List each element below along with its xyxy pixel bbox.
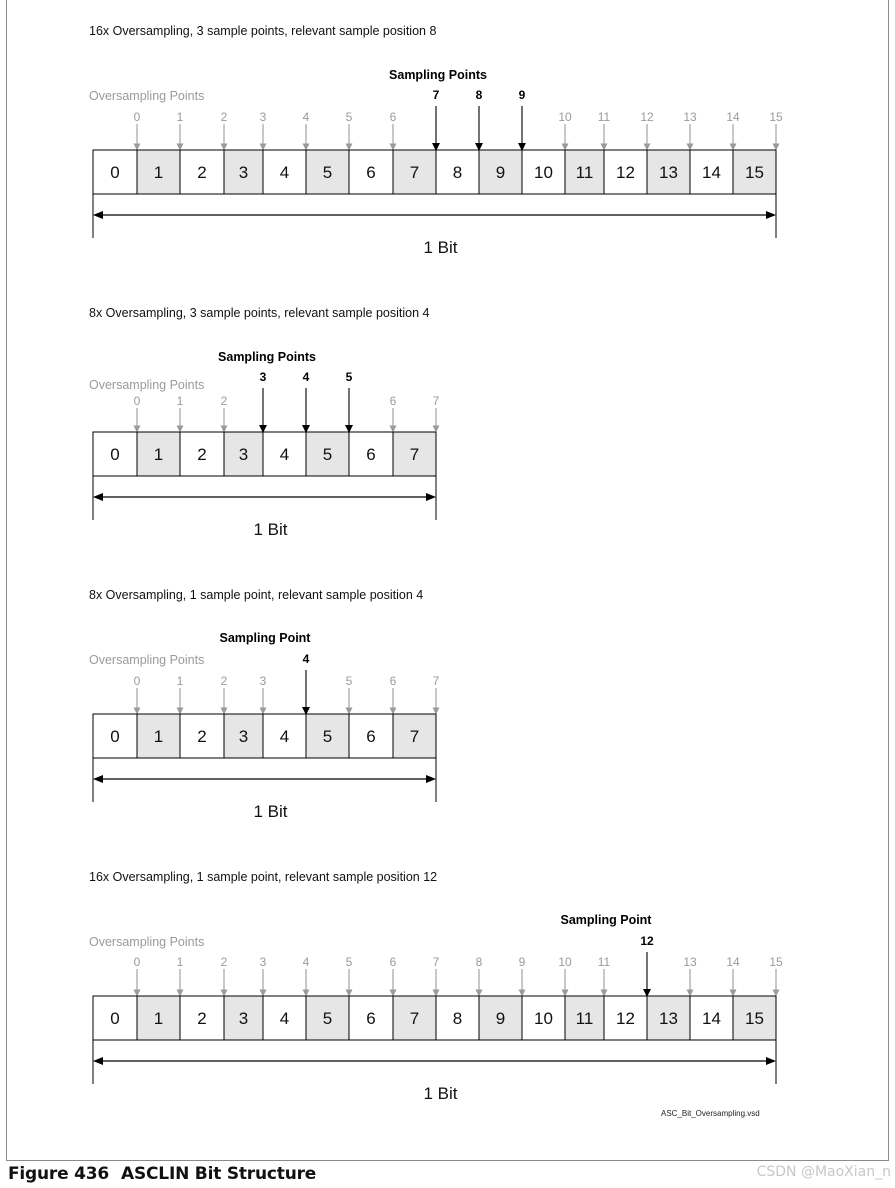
bit-cell-label: 0 <box>110 727 120 746</box>
bit-cell-label: 3 <box>238 727 249 746</box>
bit-cell-label: 0 <box>110 445 120 464</box>
bit-cell-label: 11 <box>575 1009 594 1028</box>
oversampling-point-number: 6 <box>389 674 397 688</box>
bit-cell-label: 12 <box>616 163 635 182</box>
bit-cell-label: 7 <box>409 163 420 182</box>
sample-point-number: 7 <box>432 88 440 102</box>
bit-cell-label: 3 <box>238 445 249 464</box>
oversampling-point-number: 2 <box>220 110 228 124</box>
oversampling-point-number: 5 <box>345 955 353 969</box>
oversampling-point-number: 1 <box>176 110 184 124</box>
figure-title: ASCLIN Bit Structure <box>121 1164 317 1184</box>
bit-cell-label: 6 <box>366 445 376 464</box>
bit-cell-label: 9 <box>495 163 506 182</box>
diagram-heading: 8x Oversampling, 1 sample point, relevant sample position 4 <box>89 588 424 602</box>
bit-label: 1 Bit <box>423 1084 458 1103</box>
bit-span-arrowhead-left <box>93 493 103 501</box>
sampling-points-label: Sampling Points <box>389 68 487 82</box>
bit-cell-label: 3 <box>238 163 249 182</box>
bit-cell-label: 6 <box>366 163 376 182</box>
bit-cell-label: 2 <box>197 727 207 746</box>
oversampling-point-number: 6 <box>389 394 397 408</box>
oversampling-point-number: 1 <box>176 394 184 408</box>
oversampling-point-number: 3 <box>259 110 267 124</box>
oversampling-point-number: 3 <box>259 955 267 969</box>
oversampling-point-number: 2 <box>220 394 228 408</box>
oversampling-point-number: 5 <box>345 110 353 124</box>
sampling-points-label: Sampling Points <box>218 350 316 364</box>
oversampling-point-number: 15 <box>769 955 783 969</box>
bit-cell-label: 12 <box>616 1009 635 1028</box>
oversampling-point-number: 12 <box>640 110 654 124</box>
bit-span-arrowhead-left <box>93 775 103 783</box>
oversampling-point-number: 0 <box>133 394 141 408</box>
oversampling-point-number: 0 <box>133 955 141 969</box>
figure-caption <box>8 1164 316 1184</box>
bit-cell-label: 7 <box>409 445 420 464</box>
sample-point-number: 3 <box>259 370 267 384</box>
sample-point-number: 5 <box>345 370 353 384</box>
bit-cell-label: 7 <box>409 1009 420 1028</box>
bit-span-arrowhead-left <box>93 211 103 219</box>
oversampling-point-number: 10 <box>558 110 572 124</box>
oversampling-point-number: 4 <box>302 110 310 124</box>
sample-point-number: 8 <box>475 88 483 102</box>
sampling-points-label: Sampling Point <box>560 913 652 927</box>
bit-cell-label: 5 <box>322 445 333 464</box>
oversampling-point-number: 5 <box>345 674 353 688</box>
bit-cell-label: 8 <box>452 1009 463 1028</box>
bit-cell-label: 8 <box>452 163 463 182</box>
oversampling-point-number: 14 <box>726 955 740 969</box>
bit-cell-label: 10 <box>534 1009 553 1028</box>
oversampling-point-number: 8 <box>475 955 483 969</box>
bit-cell-label: 13 <box>659 1009 678 1028</box>
oversampling-point-number: 7 <box>432 955 440 969</box>
oversampling-point-number: 11 <box>597 110 611 124</box>
bit-cell-label: 4 <box>279 1009 290 1028</box>
bit-cell-label: 15 <box>745 1009 764 1028</box>
diagram-heading: 16x Oversampling, 3 sample points, relevant sample position 8 <box>89 24 437 38</box>
bit-cell-label: 1 <box>153 445 164 464</box>
watermark: CSDN @MaoXian_n <box>756 1164 891 1180</box>
bit-label: 1 Bit <box>423 238 458 257</box>
oversampling-point-number: 10 <box>558 955 572 969</box>
oversampling-point-number: 7 <box>432 674 440 688</box>
oversampling-point-number: 4 <box>302 955 310 969</box>
sample-point-number: 4 <box>302 370 310 384</box>
sample-point-number: 12 <box>640 934 654 948</box>
bit-cell-label: 15 <box>745 163 764 182</box>
oversampling-points-label: Oversampling Points <box>89 935 205 949</box>
bit-cell-label: 13 <box>659 163 678 182</box>
bit-cell-label: 6 <box>366 1009 376 1028</box>
bit-cell-label: 1 <box>153 1009 164 1028</box>
bit-span-arrowhead-right <box>766 211 776 219</box>
figure-filename: ASC_Bit_Oversampling.vsd <box>661 1109 760 1118</box>
bit-span-arrowhead-right <box>426 775 436 783</box>
oversampling-point-number: 14 <box>726 110 740 124</box>
bit-cell-label: 1 <box>153 727 164 746</box>
oversampling-points-label: Oversampling Points <box>89 378 205 392</box>
bit-cell-label: 5 <box>322 163 333 182</box>
bit-cell-label: 4 <box>279 163 290 182</box>
oversampling-point-number: 2 <box>220 674 228 688</box>
diagram-heading: 16x Oversampling, 1 sample point, relevant sample position 12 <box>89 870 438 884</box>
bit-cell-label: 2 <box>197 445 207 464</box>
bit-cell-label: 14 <box>702 1009 721 1028</box>
bit-cell-label: 5 <box>322 1009 333 1028</box>
sample-point-number: 4 <box>302 652 310 666</box>
bit-cell-label: 1 <box>153 163 164 182</box>
oversampling-point-number: 13 <box>683 110 697 124</box>
bit-cell-label: 7 <box>409 727 420 746</box>
oversampling-point-number: 6 <box>389 955 397 969</box>
oversampling-point-number: 0 <box>133 110 141 124</box>
bit-cell-label: 2 <box>197 163 207 182</box>
sampling-points-label: Sampling Point <box>219 631 311 645</box>
bit-cell-label: 14 <box>702 163 721 182</box>
oversampling-point-number: 9 <box>518 955 526 969</box>
oversampling-point-number: 13 <box>683 955 697 969</box>
bit-cell-label: 11 <box>575 163 594 182</box>
oversampling-point-number: 2 <box>220 955 228 969</box>
bit-cell-label: 6 <box>366 727 376 746</box>
oversampling-point-number: 1 <box>176 674 184 688</box>
oversampling-points-label: Oversampling Points <box>89 89 205 103</box>
bit-label: 1 Bit <box>253 520 288 539</box>
bit-cell-label: 4 <box>279 445 290 464</box>
bit-cell-label: 5 <box>322 727 333 746</box>
bit-cell-label: 10 <box>534 163 553 182</box>
bit-cell-label: 0 <box>110 163 120 182</box>
oversampling-point-number: 1 <box>176 955 184 969</box>
bit-cell-label: 3 <box>238 1009 249 1028</box>
sample-point-number: 9 <box>518 88 526 102</box>
oversampling-point-number: 7 <box>432 394 440 408</box>
bit-span-arrowhead-right <box>766 1057 776 1065</box>
oversampling-point-number: 6 <box>389 110 397 124</box>
oversampling-points-label: Oversampling Points <box>89 653 205 667</box>
oversampling-point-number: 3 <box>259 674 267 688</box>
bit-span-arrowhead-right <box>426 493 436 501</box>
bit-cell-label: 4 <box>279 727 290 746</box>
oversampling-point-number: 15 <box>769 110 783 124</box>
oversampling-point-number: 0 <box>133 674 141 688</box>
figure-number: Figure 436 <box>8 1164 110 1184</box>
oversampling-point-number: 11 <box>597 955 611 969</box>
bit-label: 1 Bit <box>253 802 288 821</box>
bit-cell-label: 2 <box>197 1009 207 1028</box>
diagram-heading: 8x Oversampling, 3 sample points, relevant sample position 4 <box>89 306 430 320</box>
bit-span-arrowhead-left <box>93 1057 103 1065</box>
bit-cell-label: 9 <box>495 1009 506 1028</box>
bit-cell-label: 0 <box>110 1009 120 1028</box>
